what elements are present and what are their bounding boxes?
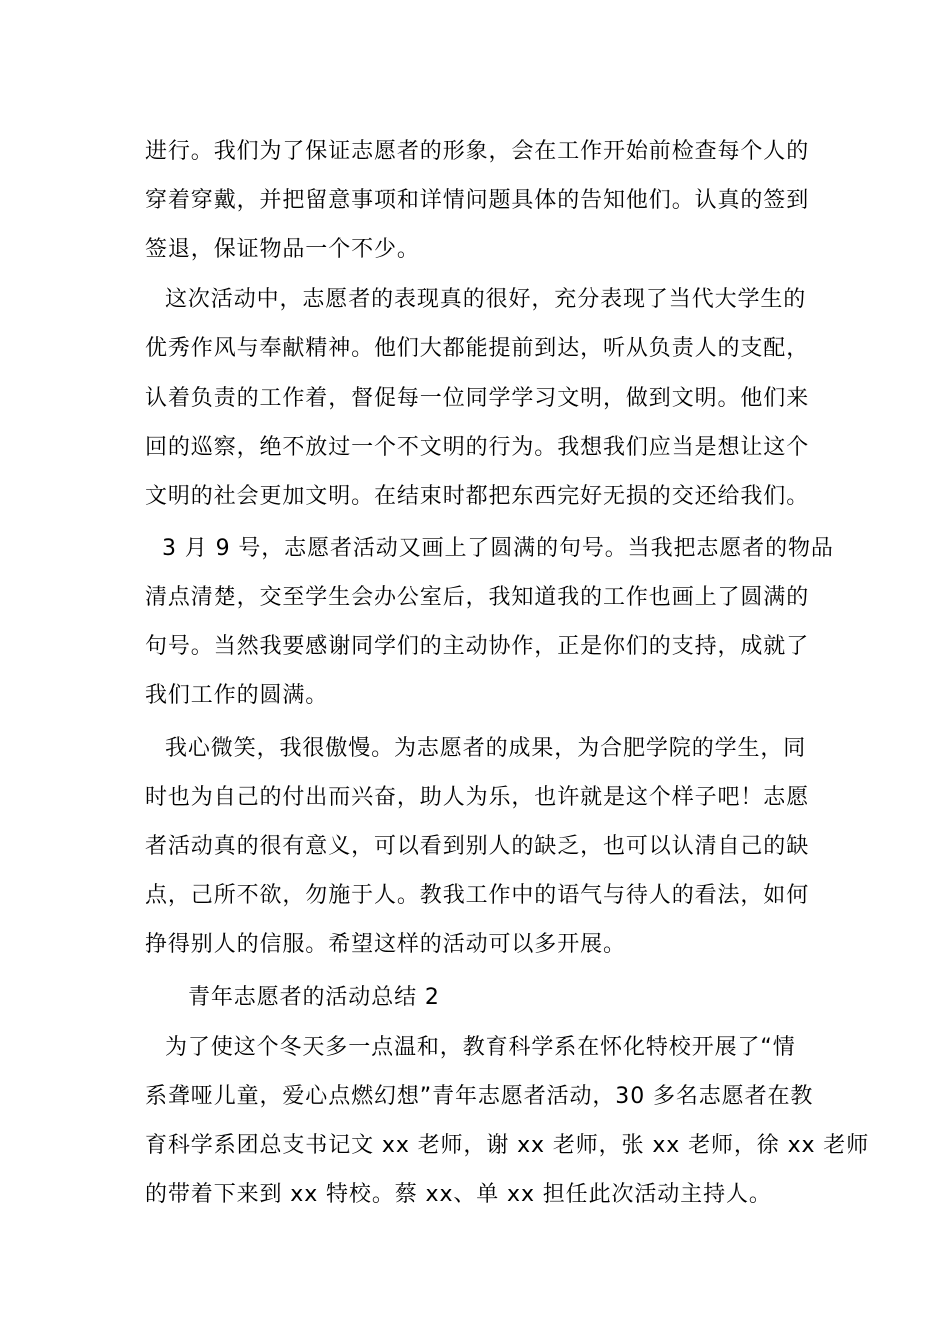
text-line: 时也为自己的付出而兴奋，助人为乐，也许就是这个样子吧！志愿	[145, 785, 810, 810]
text-line: 优秀作风与奉献精神。他们大都能提前到达，听从负责人的支配，	[145, 336, 810, 361]
section-heading: 青年志愿者的活动总结 2	[188, 985, 440, 1010]
text-line: 签退，保证物品一个不少。	[145, 237, 420, 262]
text-line: 者活动真的很有意义，可以看到别人的缺乏，也可以认清自己的缺	[145, 834, 810, 859]
text-line: 点，己所不欲，勿施于人。教我工作中的语气与待人的看法，如何	[145, 883, 810, 908]
text-line: 挣得别人的信服。希望这样的活动可以多开展。	[145, 932, 626, 957]
text-line: 我们工作的圆满。	[145, 683, 329, 708]
text-line: 句号。当然我要感谢同学们的主动协作，正是你们的支持，成就了	[145, 634, 810, 659]
paragraph-first-line: 为了使这个冬天多一点温和，教育科学系在怀化特校开展了“情	[165, 1035, 796, 1060]
text-line: 育科学系团总支书记文 xx 老师，谢 xx 老师，张 xx 老师，徐 xx 老师	[145, 1133, 870, 1158]
text-line: 认着负责的工作着，督促每一位同学学习文明，做到文明。他们来	[145, 386, 810, 411]
paragraph-first-line: 我心微笑，我很傲慢。为志愿者的成果，为合肥学院的学生，同	[165, 736, 807, 761]
paragraph-first-line: 这次活动中，志愿者的表现真的很好，充分表现了当代大学生的	[165, 287, 807, 312]
text-line: 回的巡察，绝不放过一个不文明的行为。我想我们应当是想让这个	[145, 435, 810, 460]
text-line: 系聋哑儿童，爱心点燃幻想”青年志愿者活动，30 多名志愿者在教	[145, 1084, 814, 1109]
text-line: 穿着穿戴，并把留意事项和详情问题具体的告知他们。认真的签到	[145, 188, 810, 213]
paragraph-first-line: 3 月 9 号，志愿者活动又画上了圆满的句号。当我把志愿者的物品	[162, 536, 834, 561]
text-line: 文明的社会更加文明。在结束时都把东西完好无损的交还给我们。	[145, 484, 810, 509]
text-line: 进行。我们为了保证志愿者的形象，会在工作开始前检查每个人的	[145, 139, 810, 164]
text-line: 清点清楚，交至学生会办公室后，我知道我的工作也画上了圆满的	[145, 585, 810, 610]
text-line: 的带着下来到 xx 特校。蔡 xx、单 xx 担任此次活动主持人。	[145, 1182, 772, 1207]
